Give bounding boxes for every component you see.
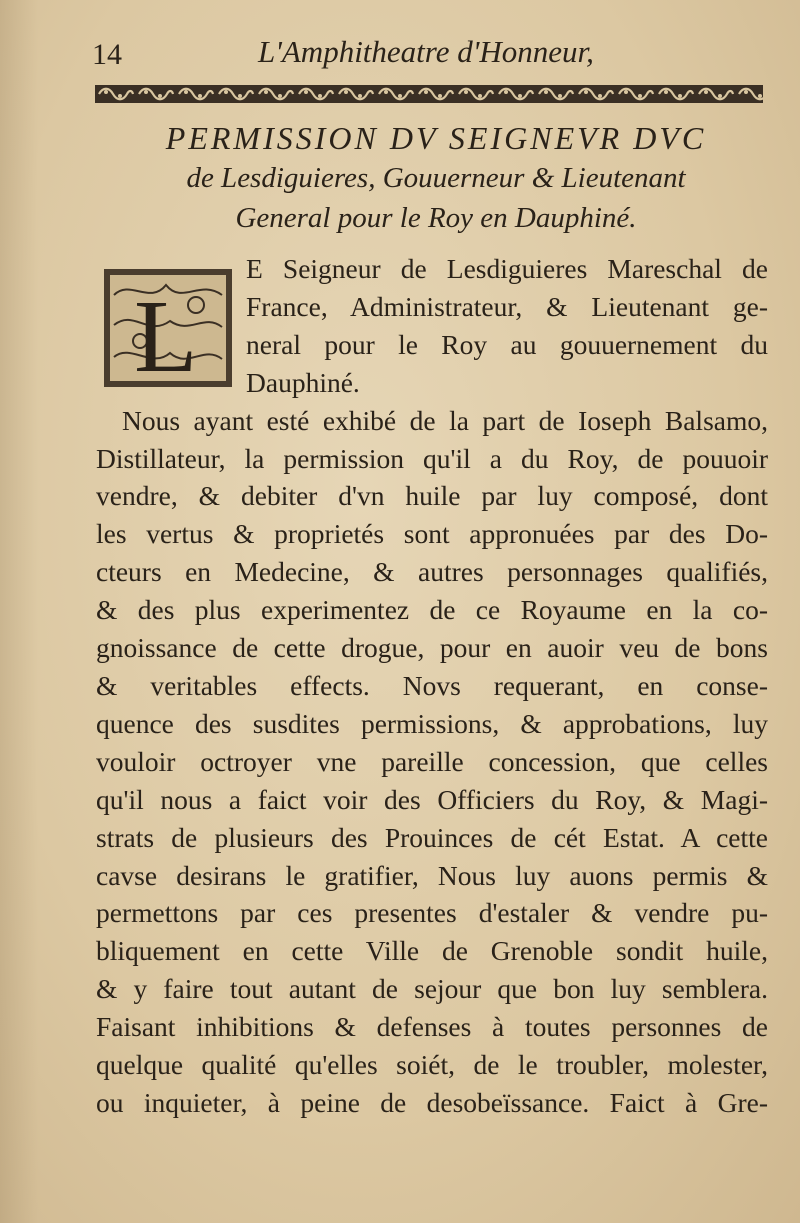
body-line: Distillateur, la permission qu'il a du Roy, de pouuoir	[96, 442, 768, 474]
body-line: & y faire tout autant de sejour que bon luy semblera.	[96, 973, 768, 1005]
body-line: ou inquieter, à peine de desobeïssance. Faict à Gre-	[96, 1086, 768, 1118]
dropcap-letter: L	[134, 279, 198, 391]
body-line: les vertus & proprietés sont appronuées par des Do-	[96, 518, 768, 550]
body-line: vouloir octroyer vne pareille concession, que celles	[96, 745, 768, 777]
body-line: cteurs en Medecine, & autres personnages qualifiés,	[96, 556, 768, 588]
body-line: qu'il nous a faict voir des Officiers du Roy, & Magi-	[96, 783, 768, 815]
title-line-3: General pour le Roy en Dauphiné.	[235, 202, 637, 234]
body-line: quelque qualité qu'elles soiét, de le troubler, molester,	[96, 1049, 768, 1081]
body-line: Nous ayant esté exhibé de la part de Ioseph Balsamo,	[122, 404, 768, 436]
body-line: Faisant inhibitions & defenses à toutes personnes de	[96, 1011, 768, 1043]
body-line: vendre, & debiter d'vn huile par luy composé, dont	[96, 480, 768, 512]
body-line: permettons par ces presentes d'estaler & vendre pu-	[96, 897, 768, 929]
body-line: bliquement en cette Ville de Grenoble sondit huile,	[96, 935, 768, 967]
body-line: & des plus experimentez de ce Royaume en la co-	[96, 594, 768, 626]
title-line-2: de Lesdiguieres, Gouuerneur & Lieutenant	[186, 162, 686, 194]
body-line: & veritables effects. Novs requerant, en conse-	[96, 669, 768, 701]
page-gutter-shadow	[0, 0, 38, 1223]
body-line: cavse desirans le gratifier, Nous luy auons permis &	[96, 859, 768, 891]
body-line: E Seigneur de Lesdiguieres Mareschal de	[246, 253, 768, 284]
body-line: strats de plusieurs des Prouinces de cét Estat. A cette	[96, 821, 768, 853]
title-line-1: PERMISSION DV SEIGNEVR DVC	[165, 120, 707, 156]
body-line: gnoissance de cette drogue, pour en auoir veu de bons	[96, 632, 768, 664]
page-header	[90, 30, 740, 70]
permission-title	[96, 118, 776, 238]
body-line: neral pour le Roy au gouuernement du	[246, 328, 768, 360]
body-line: quence des susdites permissions, & approbations, luy	[96, 707, 768, 739]
page-number: 14	[92, 38, 122, 71]
running-title: L'Amphitheatre d'Honneur,	[258, 34, 594, 69]
body-line: Dauphiné.	[246, 366, 360, 398]
ornamental-band-icon	[95, 83, 763, 105]
body-line: France, Administrateur, & Lieutenant ge-	[246, 290, 768, 322]
body-text	[96, 250, 768, 1122]
